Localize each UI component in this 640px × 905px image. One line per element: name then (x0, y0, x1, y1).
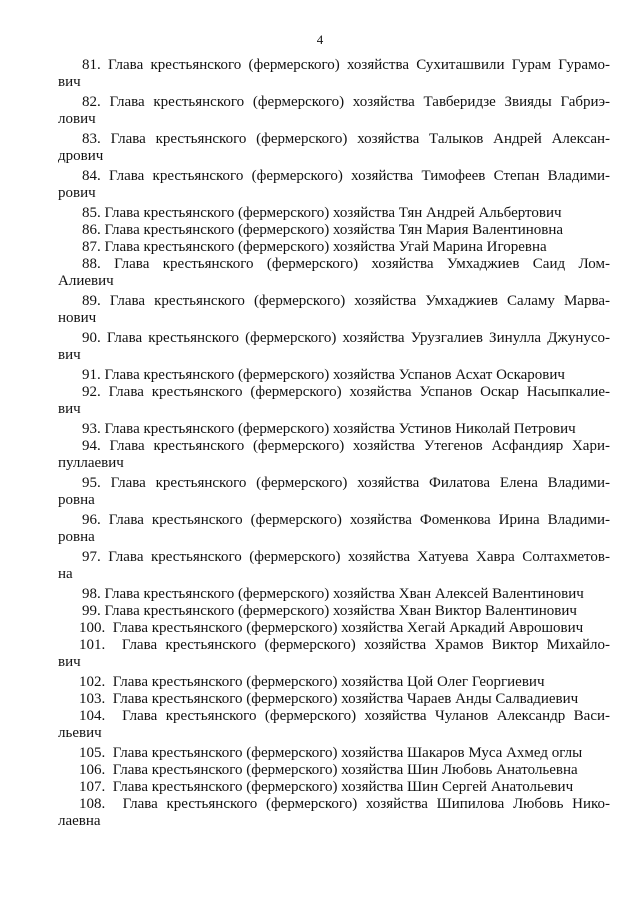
list-item-text (58, 512, 610, 529)
page-number: 4 (316, 32, 324, 47)
list-item (58, 549, 610, 583)
list-item-number: 86. (82, 222, 101, 238)
list-item-text (58, 762, 610, 779)
list-item (58, 57, 610, 91)
list-item-number: 89. (82, 293, 101, 309)
list-item-label: Глава крестьянского (фермерского) хозяйства Хван Виктор Валентинович (104, 603, 577, 619)
list-item (58, 620, 610, 637)
list-item-text (58, 674, 610, 691)
list-item (58, 239, 610, 256)
list-item-label: Глава крестьянского (фермерского) хозяйства Сухиташвили Гурам Гурамо- (108, 57, 610, 73)
list-item (58, 586, 610, 603)
list-item-number: 100. (79, 620, 106, 636)
list-item-number: 104. (79, 708, 106, 724)
list-item-text (58, 330, 610, 347)
list-item (58, 438, 610, 472)
list-item-continuation: вич (58, 74, 81, 90)
list-item (58, 384, 610, 418)
list-item (58, 708, 610, 742)
list-item-number: 81. (82, 57, 101, 73)
list-item-number: 87. (82, 239, 101, 255)
list-item (58, 762, 610, 779)
list-item-label: Глава крестьянского (фермерского) хозяйства Чараев Анды Салвадиевич (112, 691, 579, 707)
list-item-text (58, 367, 610, 384)
list-item (58, 796, 610, 830)
list-item-continuation: ровна (58, 492, 95, 508)
list-item-continuation: нович (58, 310, 97, 326)
document-list (58, 57, 610, 833)
list-item-label: Глава крестьянского (фермерского) хозяйства Урузгалиев Зинулла Джунусо- (106, 330, 610, 346)
list-item-text (58, 549, 610, 566)
list-item-continuation: Алиевич (58, 273, 114, 289)
list-item-number: 94. (82, 438, 101, 454)
list-item-text (58, 637, 610, 654)
list-item-number: 102. (79, 674, 106, 690)
list-item-continuation: вич (58, 654, 81, 670)
list-item (58, 421, 610, 438)
list-item-number: 97. (82, 549, 101, 565)
list-item (58, 330, 610, 364)
list-item-text (58, 745, 610, 762)
list-item-text (58, 603, 610, 620)
list-item (58, 222, 610, 239)
list-item-label: Глава крестьянского (фермерского) хозяйства Тян Андрей Альбертович (104, 205, 562, 221)
list-item-number: 84. (82, 168, 101, 184)
list-item (58, 168, 610, 202)
list-item (58, 691, 610, 708)
list-item-label: Глава крестьянского (фермерского) хозяйства Хван Алексей Валентинович (104, 586, 584, 602)
list-item-label: Глава крестьянского (фермерского) хозяйства Филатова Елена Владими- (110, 475, 611, 491)
list-item-text (58, 205, 610, 222)
list-item-label: Глава крестьянского (фермерского) хозяйства Шин Сергей Анатольевич (112, 779, 574, 795)
list-item-label: Глава крестьянского (фермерского) хозяйства Храмов Виктор Михайло- (121, 637, 610, 653)
list-item (58, 293, 610, 327)
list-item-number: 98. (82, 586, 101, 602)
list-item (58, 475, 610, 509)
list-item-continuation: лович (58, 111, 96, 127)
list-item-text (58, 94, 610, 111)
list-item-continuation: вич (58, 347, 81, 363)
list-item-number: 96. (82, 512, 101, 528)
list-item-label: Глава крестьянского (фермерского) хозяйства Успанов Оскар Насыпкалие- (108, 384, 610, 400)
list-item-text (58, 796, 610, 813)
list-item (58, 603, 610, 620)
list-item-number: 103. (79, 691, 106, 707)
list-item-text (58, 384, 610, 401)
list-item-text (58, 421, 610, 438)
list-item-label: Глава крестьянского (фермерского) хозяйства Устинов Николай Петрович (104, 421, 576, 437)
list-item (58, 512, 610, 546)
list-item-continuation: лаевна (58, 813, 101, 829)
list-item-text (58, 293, 610, 310)
list-item-label: Глава крестьянского (фермерского) хозяйства Цой Олег Георгиевич (112, 674, 545, 690)
list-item (58, 674, 610, 691)
list-item (58, 779, 610, 796)
list-item-number: 108. (79, 796, 106, 812)
list-item-label: Глава крестьянского (фермерского) хозяйства Угай Марина Игоревна (104, 239, 547, 255)
list-item (58, 367, 610, 384)
list-item-continuation: дрович (58, 148, 104, 164)
list-item-text (58, 779, 610, 796)
list-item-number: 93. (82, 421, 101, 437)
list-item-label: Глава крестьянского (фермерского) хозяйства Шин Любовь Анатольевна (112, 762, 578, 778)
list-item-number: 107. (79, 779, 106, 795)
list-item-label: Глава крестьянского (фермерского) хозяйства Хатуева Хавра Солтахметов- (108, 549, 610, 565)
list-item-continuation: на (58, 566, 73, 582)
list-item-label: Глава крестьянского (фермерского) хозяйства Тавберидзе Звияды Габриэ- (109, 94, 611, 110)
list-item-label: Глава крестьянского (фермерского) хозяйства Умхаджиев Саид Лом- (114, 256, 610, 272)
list-item-text (58, 620, 610, 637)
list-item-text (58, 168, 610, 185)
list-item-text (58, 475, 610, 492)
list-item (58, 745, 610, 762)
list-item-label: Глава крестьянского (фермерского) хозяйства Шакаров Муса Ахмед оглы (112, 745, 583, 761)
list-item-number: 106. (79, 762, 106, 778)
list-item-number: 91. (82, 367, 101, 383)
list-item-continuation: льевич (58, 725, 102, 741)
list-item-text (58, 586, 610, 603)
list-item-number: 95. (82, 475, 101, 491)
list-item-text (58, 708, 610, 725)
list-item (58, 94, 610, 128)
list-item (58, 131, 610, 165)
list-item (58, 637, 610, 671)
list-item-continuation: ровна (58, 529, 95, 545)
list-item-number: 85. (82, 205, 101, 221)
list-item-label: Глава крестьянского (фермерского) хозяйства Утегенов Асфандияр Хари- (109, 438, 610, 454)
list-item-label: Глава крестьянского (фермерского) хозяйства Тян Мария Валентиновна (104, 222, 564, 238)
list-item-number: 90. (82, 330, 101, 346)
list-item-text (58, 256, 610, 273)
list-item-label: Глава крестьянского (фермерского) хозяйства Успанов Асхат Оскарович (104, 367, 565, 383)
list-item-continuation: рович (58, 185, 96, 201)
list-item-label: Глава крестьянского (фермерского) хозяйства Шипилова Любовь Нико- (122, 796, 611, 812)
list-item-label: Глава крестьянского (фермерского) хозяйства Тимофеев Степан Владими- (109, 168, 611, 184)
list-item-number: 92. (82, 384, 101, 400)
list-item-label: Глава крестьянского (фермерского) хозяйства Чуланов Александр Васи- (122, 708, 611, 724)
list-item-text (58, 239, 610, 256)
list-item-label: Глава крестьянского (фермерского) хозяйства Хегай Аркадий Аврошович (112, 620, 584, 636)
list-item-text (58, 57, 610, 74)
list-item-text (58, 131, 610, 148)
list-item-number: 83. (82, 131, 101, 147)
list-item (58, 256, 610, 290)
list-item-number: 101. (79, 637, 106, 653)
list-item-text (58, 438, 610, 455)
list-item (58, 205, 610, 222)
list-item-number: 99. (82, 603, 101, 619)
list-item-text (58, 222, 610, 239)
list-item-label: Глава крестьянского (фермерского) хозяйства Талыков Андрей Алексан- (110, 131, 611, 147)
list-item-continuation: пуллаевич (58, 455, 124, 471)
list-item-number: 82. (82, 94, 101, 110)
list-item-label: Глава крестьянского (фермерского) хозяйства Умхаджиев Саламу Марва- (109, 293, 611, 309)
list-item-text (58, 691, 610, 708)
list-item-label: Глава крестьянского (фермерского) хозяйства Фоменкова Ирина Владими- (108, 512, 610, 528)
list-item-number: 88. (82, 256, 101, 272)
list-item-number: 105. (79, 745, 106, 761)
list-item-continuation: вич (58, 401, 81, 417)
